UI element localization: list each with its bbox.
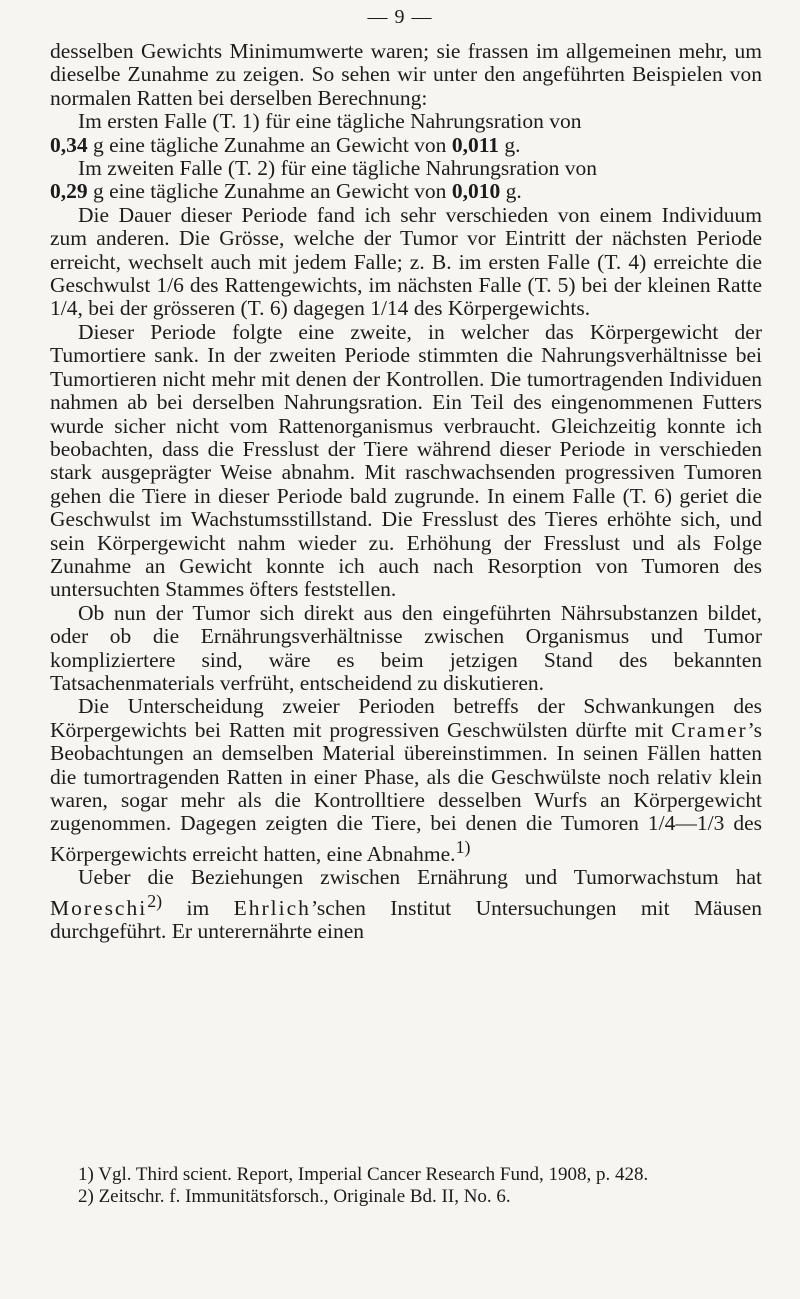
page-number: — 9 — (367, 6, 433, 28)
paragraph: Im zweiten Falle (T. 2) für eine tägliche Nahrungsration von 0,29 g eine tägliche Zunahme an Gewicht von 0,010 g. (50, 156, 598, 204)
ration-value: 0,29 (50, 179, 88, 204)
paragraph: Dieser Periode folgte eine zweite, in welcher das Körpergewicht der Tumortiere sank. In der zweiten Periode stimmten die Nahrungsverhältnisse bei Tumortieren nicht mehr mit denen der Kontrollen. Die tumortragenden Individuen nahmen ab bei derselben Nahrungsration. Ein Teil des eingenommenen Futters wurde sicher nicht vom Rattenorganismus verbraucht. Gleichzeitig konnte ich beobachten, dass die Fresslust der Tiere während dieser Periode in verschieden stark ausgeprägter Weise abnahm. Mit raschwachsenden progressiven Tumoren gehen die Tiere in dieser Periode bald zugrunde. In einem Falle (T. 6) geriet die Geschwulst im Wachstumsstillstand. Die Fresslust des Tieres erhöhte sich, und sein Körpergewicht nahm wieder zu. Erhöhung der Fresslust und als Folge Zunahme an Gewicht konnte ich auch nach Resorption von Tumoren des untersuchten Stammes öfters feststellen. (50, 319, 762, 602)
paragraph: Ueber die Beziehungen zwischen Ernährung und Tumorwachstum hat Moreschi$^{2)}$ im Ehrlich’schen Institut Untersuchungen mit Mäusen durchgeführt. Er unterernährte einen (50, 865, 763, 944)
paragraph: Die Unterscheidung zweier Perioden betreffs der Schwankungen des Körpergewichts bei Ratten mit progressiven Geschwülsten dürfte mit Cramer’s Beobachtungen an demselben Material übereinstimmen. In seinen Fällen hatten die tumortragenden Ratten in einer Phase, als die Geschwülste noch relativ klein waren, sogar mehr als die Kontrolltiere desselben Wurfs an Körpergewicht zugenommen. Dagegen zeigten die Tiere, bei denen die Tumoren 1/4—1/3 des Körpergewichts erreicht hatten, eine Abnahme.$^{1)}$ (50, 694, 763, 866)
ration-value: 0,34 (50, 132, 88, 157)
author-name: Moreschi (50, 895, 148, 920)
fraction: 1/6 (156, 273, 184, 298)
body-text (50, 40, 762, 944)
footnote: 1) Vgl. Third scient. Report, Imperial Cancer Research Fund, 1908, p. 428. (78, 1164, 649, 1185)
paragraph: Die Dauer dieser Periode fand ich sehr verschieden von einem Individuum zum anderen. Die Grösse, welche der Tumor vor Eintritt der nächsten Periode erreicht, wechselt auch mit jedem Falle; z. B. im ersten Falle (T. 4) erreichte die Geschwulst 1/6 des Rattengewichts, im nächsten Falle (T. 5) bei der kleinen Ratte 1/4, bei der grösseren (T. 6) dagegen 1/14 des Körpergewichts. (50, 202, 763, 321)
fraction: 1/4—1/3 (647, 811, 725, 836)
footnotes (50, 1164, 762, 1208)
fraction: 1/4 (50, 296, 78, 321)
footnote: 2) Zeitschr. f. Immunitätsforsch., Originale Bd. II, No. 6. (78, 1186, 511, 1207)
gain-value: 0,011 (451, 132, 500, 157)
paragraph: Im ersten Falle (T. 1) für eine tägliche Nahrungsration von 0,34 g eine tägliche Zunahme an Gewicht von 0,011 g. (50, 109, 582, 157)
fraction: 1/14 (370, 296, 409, 321)
author-name: Cramer (671, 717, 748, 742)
gain-value: 0,010 (451, 179, 501, 204)
paragraph: desselben Gewichts Minimumwerte waren; sie frassen im allgemeinen mehr, um dieselbe Zunahme zu zeigen. So sehen wir unter den angeführten Beispielen von normalen Ratten bei derselben Berechnung: (50, 39, 762, 110)
author-name: Ehrlich (233, 895, 311, 920)
paragraph: Ob nun der Tumor sich direkt aus den eingeführten Nährsubstanzen bildet, oder ob die Ernährungsverhältnisse zwischen Organismus und Tumor kompliziertere sind, wäre es beim jetzigen Stand des bekannten Tatsachenmaterials verfrüht, entscheidend zu diskutieren. (50, 600, 762, 695)
